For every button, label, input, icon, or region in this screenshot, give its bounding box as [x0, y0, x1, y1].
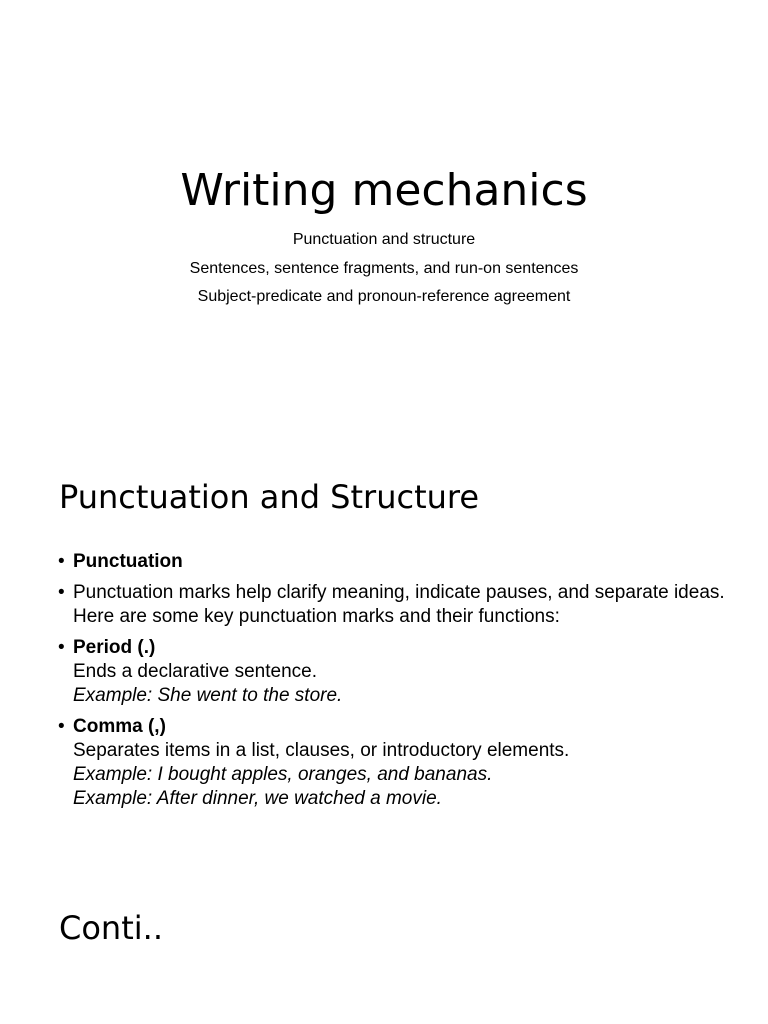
- bullet-description: Separates items in a list, clauses, or introductory elements.: [73, 740, 570, 761]
- bullet-list: [58, 550, 738, 818]
- bullet-item-period: [58, 636, 738, 708]
- bullet-item-intro: [58, 581, 738, 629]
- slide-title: Writing mechanics: [180, 165, 588, 216]
- bullet-example: Example: After dinner, we watched a movie.: [73, 788, 442, 809]
- bullet-title: Period (.): [73, 637, 156, 658]
- bullet-item-comma: [58, 715, 738, 811]
- bullet-marker: •: [58, 716, 65, 737]
- bullet-text: Punctuation marks help clarify meaning, indicate pauses, and separate ideas. Here are some key punctuation marks and their functions:: [73, 582, 725, 627]
- section-heading: Punctuation and Structure: [59, 478, 480, 516]
- bullet-title: Comma (,): [73, 716, 166, 737]
- bullet-marker: •: [58, 582, 65, 603]
- subtitle-line: Punctuation and structure: [292, 231, 476, 248]
- section-heading-continued: Conti..: [59, 909, 163, 947]
- bullet-marker: •: [58, 637, 65, 658]
- bullet-example: Example: I bought apples, oranges, and bananas.: [73, 764, 493, 785]
- subtitle-line: Subject-predicate and pronoun-reference agreement: [197, 288, 571, 305]
- subtitle-line: Sentences, sentence fragments, and run-on sentences: [189, 259, 579, 277]
- subtitle-list: [0, 229, 768, 315]
- bullet-description: Ends a declarative sentence.: [73, 661, 317, 682]
- bullet-item-punctuation: [58, 550, 738, 574]
- bullet-marker: •: [58, 551, 65, 572]
- bullet-example: Example: She went to the store.: [73, 685, 343, 706]
- bullet-title: Punctuation: [73, 551, 183, 572]
